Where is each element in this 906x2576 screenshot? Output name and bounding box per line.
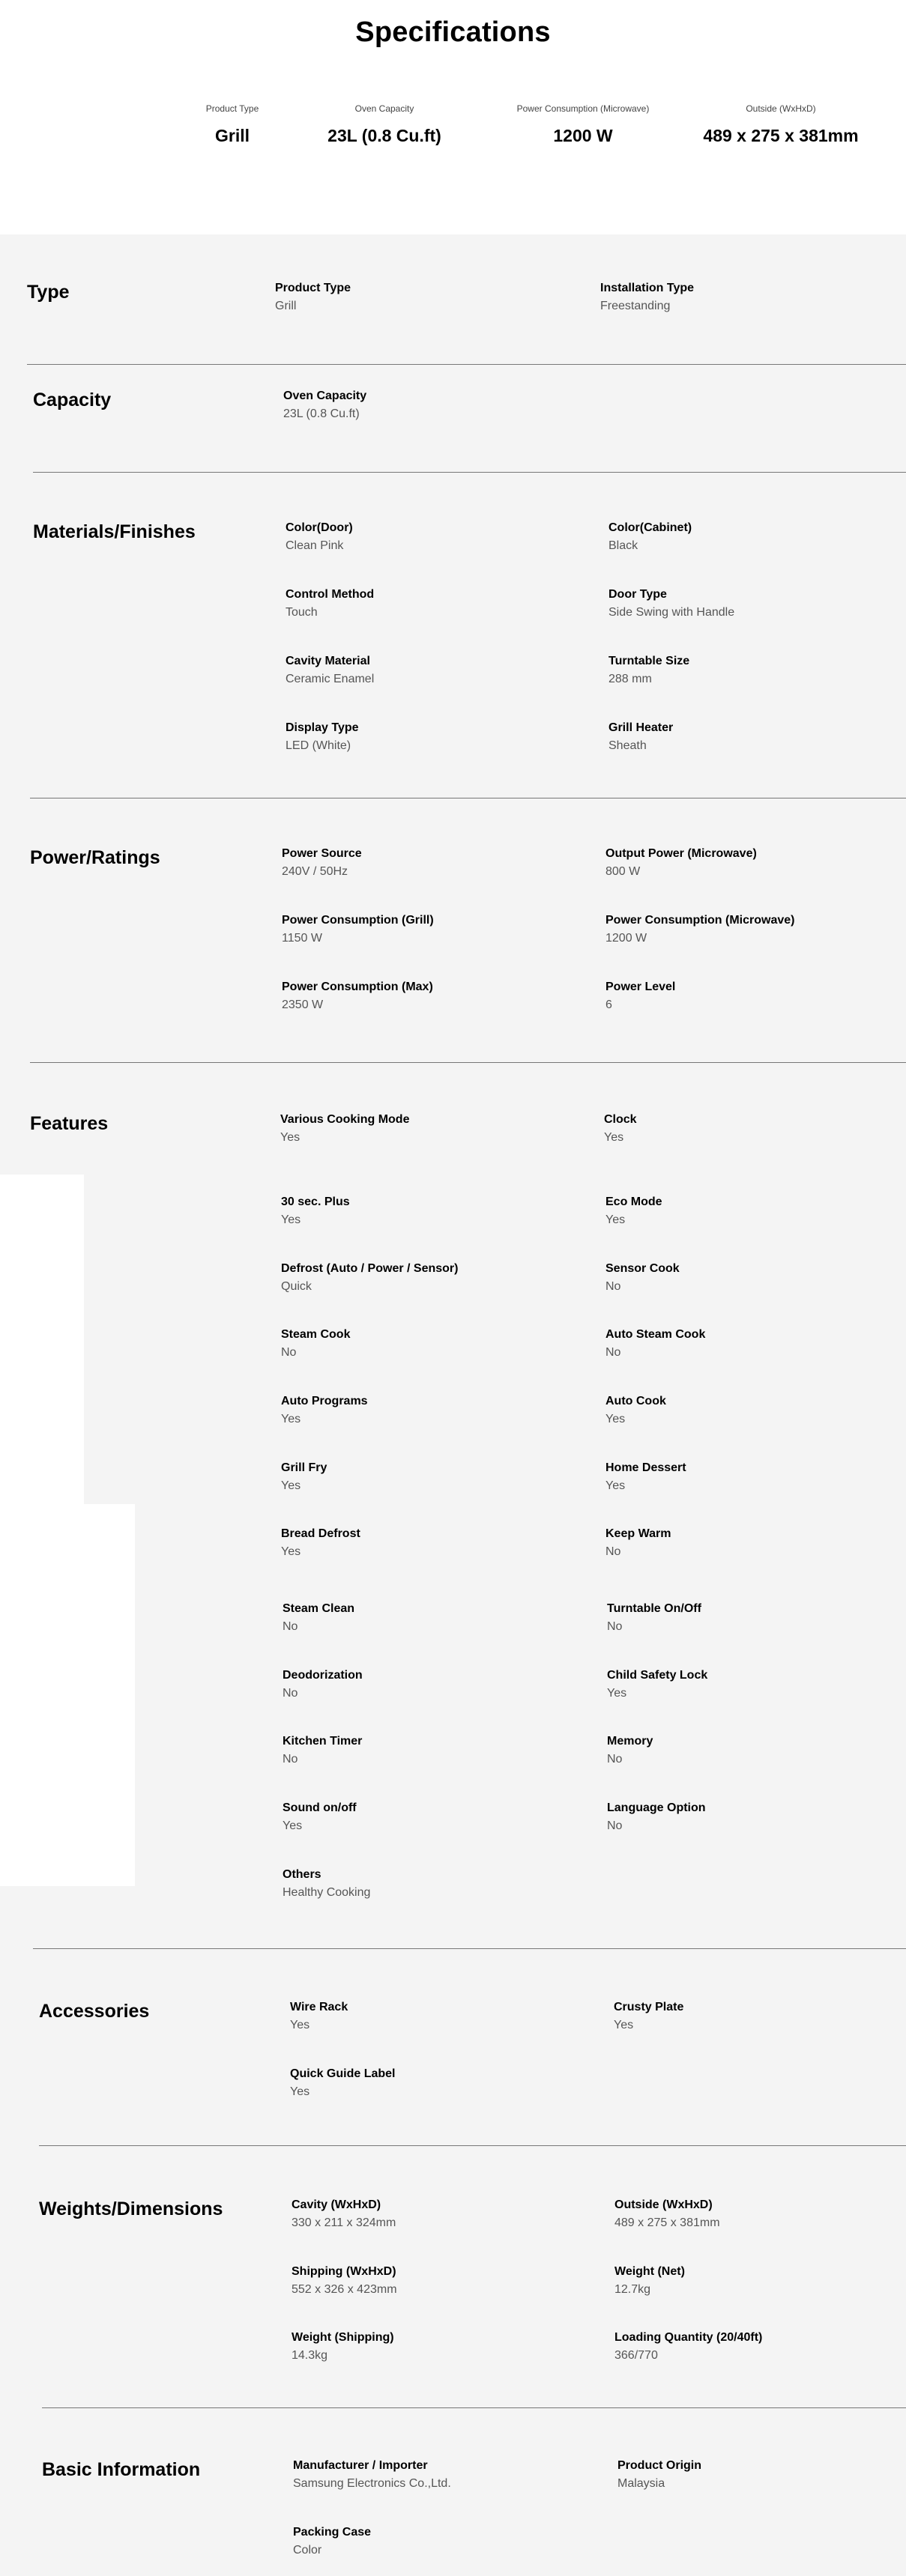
summary-item-outside-dimensions xyxy=(691,103,871,146)
spec-item xyxy=(293,2459,578,2491)
spec-value: 23L (0.8 Cu.ft) xyxy=(283,407,360,420)
spec-label: Language Option xyxy=(607,1801,706,1814)
spec-value: LED (White) xyxy=(286,739,351,752)
section-title: Weights/Dimensions xyxy=(39,2198,223,2219)
background-gap xyxy=(0,1504,135,1886)
summary-item-oven-capacity xyxy=(295,103,474,146)
spec-item xyxy=(286,721,570,753)
spec-item xyxy=(614,2001,899,2032)
spec-value: No xyxy=(283,1753,298,1766)
spec-label: Display Type xyxy=(286,721,359,734)
spec-value: Yes xyxy=(605,1479,626,1492)
spec-label: Shipping (WxHxD) xyxy=(292,2265,396,2278)
spec-value: Yes xyxy=(280,1131,301,1144)
spec-label: Packing Case xyxy=(293,2526,372,2539)
spec-value: Yes xyxy=(281,1413,301,1425)
spec-value: 1150 W xyxy=(282,932,322,945)
spec-value: No xyxy=(607,1753,623,1766)
spec-label: Sensor Cook xyxy=(605,1262,680,1275)
spec-label: Weight (Shipping) xyxy=(292,2331,394,2344)
spec-label: Memory xyxy=(607,1735,653,1748)
summary-label: Product Type xyxy=(205,103,259,114)
summary-item-power-consumption xyxy=(493,103,673,146)
spec-label: Weight (Net) xyxy=(614,2265,685,2278)
spec-item xyxy=(281,1262,566,1294)
spec-item xyxy=(608,588,893,619)
section-title: Materials/Finishes xyxy=(33,521,196,542)
spec-value: Yes xyxy=(290,2085,310,2098)
spec-value: Healthy Cooking xyxy=(283,1886,371,1899)
section-divider xyxy=(39,2145,906,2146)
spec-item xyxy=(282,847,567,879)
spec-label: Power Consumption (Microwave) xyxy=(605,914,795,927)
background-gap xyxy=(0,1175,84,1504)
section-title: Accessories xyxy=(39,2001,150,2022)
spec-value: 288 mm xyxy=(608,673,652,685)
spec-value: Yes xyxy=(281,1479,301,1492)
section-title: Type xyxy=(27,282,70,303)
spec-label: Auto Programs xyxy=(281,1395,368,1407)
spec-label: Outside (WxHxD) xyxy=(614,2198,713,2211)
spec-item xyxy=(608,521,893,553)
spec-label: Steam Cook xyxy=(281,1328,351,1341)
spec-value: Black xyxy=(608,539,638,552)
spec-value: 6 xyxy=(605,998,612,1011)
section-divider xyxy=(33,472,906,473)
spec-value: 14.3kg xyxy=(292,2349,328,2362)
spec-value: No xyxy=(605,1280,621,1293)
spec-item xyxy=(292,2198,576,2230)
spec-item xyxy=(283,1801,567,1833)
spec-item xyxy=(286,521,570,553)
spec-label: Wire Rack xyxy=(290,2001,348,2013)
spec-item xyxy=(280,1113,565,1145)
spec-label: Keep Warm xyxy=(605,1527,671,1540)
spec-item xyxy=(281,1195,566,1227)
spec-label: Others xyxy=(283,1868,321,1881)
summary-value: 23L (0.8 Cu.ft) xyxy=(327,126,441,145)
spec-value: 330 x 211 x 324mm xyxy=(292,2216,396,2229)
spec-label: Deodorization xyxy=(283,1669,363,1682)
section-divider xyxy=(27,364,906,365)
page-title: Specifications xyxy=(355,16,551,48)
spec-label: Power Level xyxy=(605,981,676,993)
spec-label: Power Source xyxy=(282,847,362,860)
spec-value: Yes xyxy=(283,1819,303,1832)
spec-label: Various Cooking Mode xyxy=(280,1113,410,1126)
spec-item xyxy=(614,2265,899,2297)
spec-value: 800 W xyxy=(605,865,641,878)
spec-label: Control Method xyxy=(286,588,375,601)
spec-item xyxy=(290,2067,575,2099)
spec-value: 1200 W xyxy=(605,932,647,945)
spec-item xyxy=(283,390,568,421)
spec-label: Oven Capacity xyxy=(283,390,367,402)
spec-label: Eco Mode xyxy=(605,1195,662,1208)
spec-value: Sheath xyxy=(608,739,647,752)
spec-value: 12.7kg xyxy=(614,2283,651,2296)
spec-item xyxy=(607,1669,892,1700)
spec-value: Yes xyxy=(605,1413,626,1425)
spec-value: Samsung Electronics Co.,Ltd. xyxy=(293,2477,451,2490)
spec-value: No xyxy=(607,1819,623,1832)
spec-label: Power Consumption (Grill) xyxy=(282,914,434,927)
section-divider xyxy=(33,1948,906,1949)
spec-value: 552 x 326 x 423mm xyxy=(292,2283,397,2296)
spec-value: Yes xyxy=(614,2019,634,2031)
spec-label: Color(Door) xyxy=(286,521,353,534)
spec-value: Grill xyxy=(275,300,297,312)
spec-label: Steam Clean xyxy=(283,1602,355,1615)
spec-label: Power Consumption (Max) xyxy=(282,981,433,993)
spec-label: Home Dessert xyxy=(605,1461,686,1474)
spec-label: Product Type xyxy=(275,282,351,294)
spec-label: Bread Defrost xyxy=(281,1527,360,1540)
spec-value: 366/770 xyxy=(614,2349,658,2362)
spec-value: Malaysia xyxy=(617,2477,665,2490)
key-specs-summary xyxy=(0,103,906,148)
spec-value: 240V / 50Hz xyxy=(282,865,348,878)
spec-value: Color xyxy=(293,2544,322,2557)
spec-item xyxy=(605,914,890,945)
summary-value: 1200 W xyxy=(553,126,613,145)
spec-item xyxy=(286,588,570,619)
spec-item xyxy=(605,1328,890,1360)
spec-label: Turntable On/Off xyxy=(607,1602,701,1615)
spec-label: Door Type xyxy=(608,588,667,601)
spec-item xyxy=(605,1195,890,1227)
spec-item xyxy=(275,282,560,313)
spec-label: Kitchen Timer xyxy=(283,1735,363,1748)
spec-value: No xyxy=(605,1346,621,1359)
spec-label: Cavity (WxHxD) xyxy=(292,2198,381,2211)
spec-value: Yes xyxy=(607,1687,627,1700)
spec-value: 2350 W xyxy=(282,998,324,1011)
summary-value: Grill xyxy=(214,126,250,145)
spec-value: No xyxy=(607,1620,623,1633)
spec-value: Touch xyxy=(286,606,318,619)
spec-item xyxy=(605,981,890,1012)
spec-label: Output Power (Microwave) xyxy=(605,847,757,860)
section-divider xyxy=(42,2407,906,2408)
spec-label: Cavity Material xyxy=(286,655,370,667)
spec-label: Defrost (Auto / Power / Sensor) xyxy=(281,1262,459,1275)
spec-item xyxy=(286,655,570,686)
spec-label: Crusty Plate xyxy=(614,2001,684,2013)
spec-value: Side Swing with Handle xyxy=(608,606,735,619)
summary-value: 489 x 275 x 381mm xyxy=(703,126,859,145)
section-title: Features xyxy=(30,1113,109,1134)
spec-value: Yes xyxy=(281,1545,301,1558)
spec-item xyxy=(605,1527,890,1559)
spec-item xyxy=(290,2001,575,2032)
spec-label: Manufacturer / Importer xyxy=(293,2459,428,2472)
spec-item xyxy=(608,655,893,686)
spec-label: Installation Type xyxy=(600,282,695,294)
spec-value: Yes xyxy=(281,1213,301,1226)
spec-value: Freestanding xyxy=(600,300,671,312)
spec-value: Yes xyxy=(605,1213,626,1226)
spec-item xyxy=(607,1735,892,1766)
spec-label: Turntable Size xyxy=(608,655,690,667)
spec-item xyxy=(617,2459,902,2491)
spec-label: Grill Fry xyxy=(281,1461,327,1474)
spec-item xyxy=(608,721,893,753)
spec-item xyxy=(281,1461,566,1493)
spec-item xyxy=(292,2331,576,2363)
spec-value: Yes xyxy=(604,1131,624,1144)
spec-item xyxy=(604,1113,889,1145)
spec-label: Clock xyxy=(604,1113,637,1126)
spec-item xyxy=(281,1328,566,1360)
section-title: Basic Information xyxy=(42,2459,201,2480)
spec-value: Clean Pink xyxy=(286,539,344,552)
spec-label: 30 sec. Plus xyxy=(281,1195,350,1208)
spec-label: Quick Guide Label xyxy=(290,2067,396,2080)
spec-value: Quick xyxy=(281,1280,312,1293)
section-title: Power/Ratings xyxy=(30,847,160,868)
spec-item xyxy=(281,1527,566,1559)
spec-label: Auto Steam Cook xyxy=(605,1328,706,1341)
spec-label: Loading Quantity (20/40ft) xyxy=(614,2331,763,2344)
spec-item xyxy=(614,2331,899,2363)
spec-item xyxy=(607,1801,892,1833)
spec-value: 489 x 275 x 381mm xyxy=(614,2216,720,2229)
spec-label: Sound on/off xyxy=(283,1801,357,1814)
summary-label: Outside (WxHxD) xyxy=(746,103,816,114)
spec-value: No xyxy=(281,1346,297,1359)
spec-item xyxy=(605,1262,890,1294)
spec-value: No xyxy=(283,1620,298,1633)
spec-label: Grill Heater xyxy=(608,721,674,734)
spec-value: No xyxy=(283,1687,298,1700)
spec-label: Product Origin xyxy=(617,2459,701,2472)
spec-item xyxy=(282,981,567,1012)
spec-item xyxy=(282,914,567,945)
spec-item xyxy=(281,1395,566,1426)
spec-label: Color(Cabinet) xyxy=(608,521,692,534)
spec-value: No xyxy=(605,1545,621,1558)
spec-item xyxy=(605,1395,890,1426)
spec-label: Auto Cook xyxy=(605,1395,666,1407)
section-divider xyxy=(30,1062,906,1063)
spec-item xyxy=(607,1602,892,1634)
section-title: Capacity xyxy=(33,390,112,410)
summary-label: Oven Capacity xyxy=(354,103,414,114)
spec-item xyxy=(614,2198,899,2230)
spec-item xyxy=(292,2265,576,2297)
summary-label: Power Consumption (Microwave) xyxy=(516,103,650,114)
spec-item xyxy=(605,1461,890,1493)
spec-item xyxy=(283,1669,567,1700)
spec-value: Yes xyxy=(290,2019,310,2031)
spec-item xyxy=(283,1602,567,1634)
spec-item xyxy=(293,2526,578,2557)
spec-item xyxy=(600,282,885,313)
spec-item xyxy=(605,847,890,879)
spec-value: Ceramic Enamel xyxy=(286,673,375,685)
spec-item xyxy=(283,1868,567,1900)
spec-label: Child Safety Lock xyxy=(607,1669,708,1682)
spec-item xyxy=(283,1735,567,1766)
